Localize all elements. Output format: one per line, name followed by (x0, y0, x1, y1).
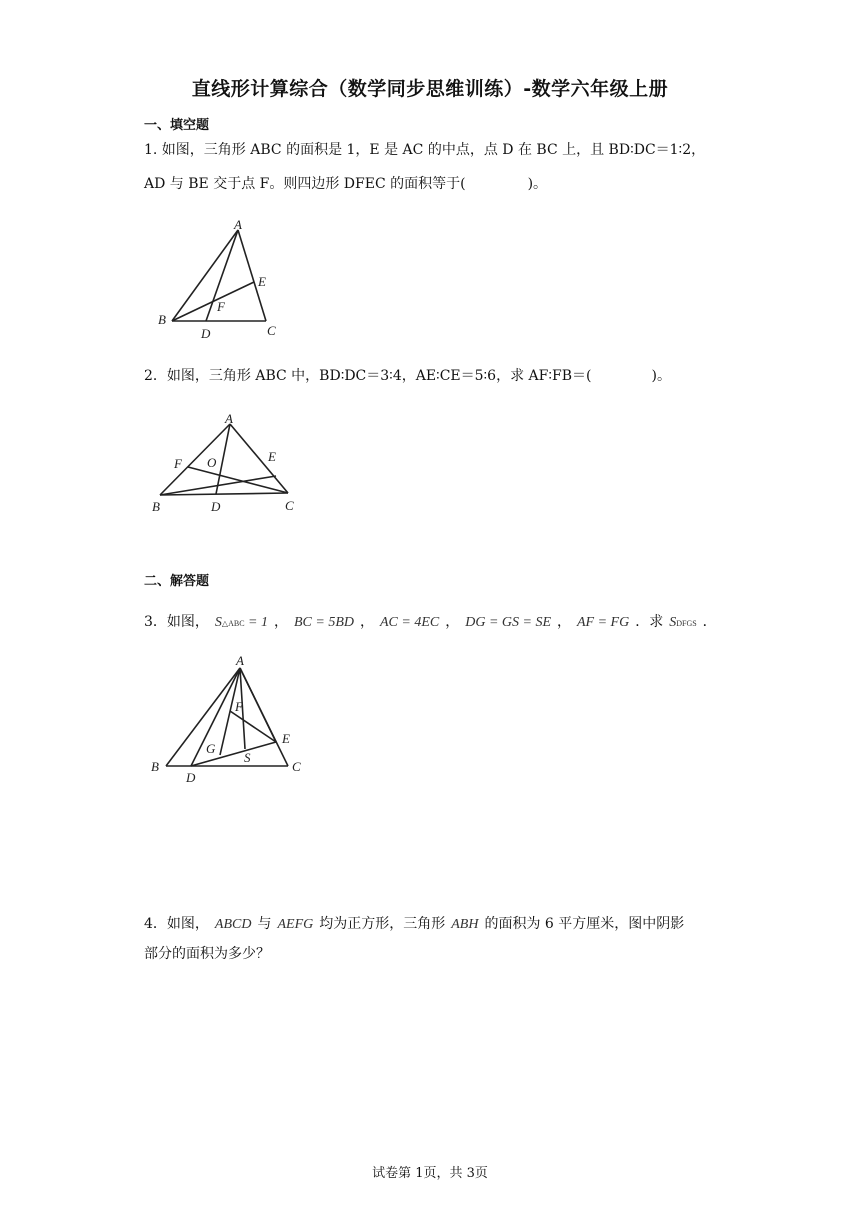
question-3-ask: ．求 (635, 614, 664, 630)
question-1-line-2 (144, 174, 547, 194)
question-3-end: ． (702, 614, 717, 630)
question-1-line-1: 1. 如图，三角形 ABC 的面积是 1，E 是 AC 的中点，点 D 在 BC 上，且 BD∶DC＝1∶2， (144, 142, 706, 158)
label-b: B (151, 759, 159, 774)
label-c: C (292, 759, 301, 774)
formula-ac-ec: AC = 4EC (379, 615, 440, 630)
question-4-prefix: 4．如图， (144, 916, 209, 932)
label-s: S (244, 750, 251, 765)
formula-triangle-abh: ABH (451, 917, 479, 932)
segment-ab (160, 424, 230, 495)
segment-ab (172, 230, 238, 321)
segment-bc (160, 493, 288, 495)
formula-square-abcd: ABCD (214, 917, 252, 932)
question-3-prefix: 3．如图， (144, 614, 209, 630)
label-f: F (174, 456, 182, 471)
question-4-line-1 (144, 914, 684, 935)
segment-be (172, 282, 254, 321)
label-a: A (225, 411, 233, 426)
label-e: E (268, 449, 276, 464)
separator: ， (445, 614, 460, 630)
label-e: E (258, 274, 266, 289)
segment-cf (188, 467, 288, 493)
question-3-line (144, 612, 717, 634)
question-1-close: )。 (527, 176, 548, 192)
question-2-text: 2．如图，三角形 ABC 中，BD∶DC＝3∶4，AE∶CE＝5∶6，求 AF∶FB＝( (144, 368, 592, 384)
label-f: F (235, 699, 243, 714)
question-4-and: 与 (257, 916, 272, 932)
page-title: 直线形计算综合（数学同步思维训练）-数学六年级上册 (191, 78, 669, 100)
segment-ae (240, 668, 276, 742)
figure-question-1 (150, 214, 290, 342)
formula-af-fg: AF = FG (577, 615, 630, 630)
question-4-line-2: 部分的面积为多少？ (144, 946, 270, 962)
label-c: C (285, 498, 294, 513)
question-2-close: )。 (651, 368, 671, 384)
label-b: B (158, 312, 166, 327)
figure-question-3 (146, 650, 316, 785)
formula-square-aefg: AEFG (277, 917, 314, 932)
segment-de (191, 742, 276, 766)
section-heading-solve: 二、解答题 (144, 574, 210, 589)
question-4-tail: 的面积为 6 平方厘米，图中阴影 (484, 916, 685, 932)
label-e: E (282, 731, 290, 746)
formula-bc-bd: BC = 5BD (293, 615, 354, 630)
label-a: A (236, 653, 244, 668)
page-footer: 试卷第 1页，共 3页 (372, 1166, 488, 1181)
label-f: F (217, 299, 225, 314)
label-c: C (267, 323, 276, 338)
formula-area-dfgs: SDFGS (669, 615, 697, 630)
section-heading-fill-blank: 一、填空题 (144, 118, 210, 133)
question-2-line-1 (144, 366, 671, 386)
separator: ， (273, 614, 288, 630)
segment-ad (191, 668, 240, 766)
formula-area-abc: S△ABC = 1 (214, 615, 268, 630)
question-4-mid: 均为正方形，三角形 (319, 916, 446, 932)
label-o: O (207, 455, 217, 470)
separator: ， (557, 614, 571, 630)
label-g: G (206, 741, 216, 756)
label-d: D (211, 499, 221, 514)
label-d: D (186, 770, 196, 785)
figure-question-2 (148, 410, 308, 518)
label-d: D (201, 326, 211, 341)
separator: ， (359, 614, 374, 630)
label-b: B (152, 499, 160, 514)
formula-dg-gs-se: DG = GS = SE (465, 615, 551, 630)
question-1-text: AD 与 BE 交于点 F。则四边形 DFEC 的面积等于( (144, 176, 466, 192)
label-a: A (234, 217, 242, 232)
